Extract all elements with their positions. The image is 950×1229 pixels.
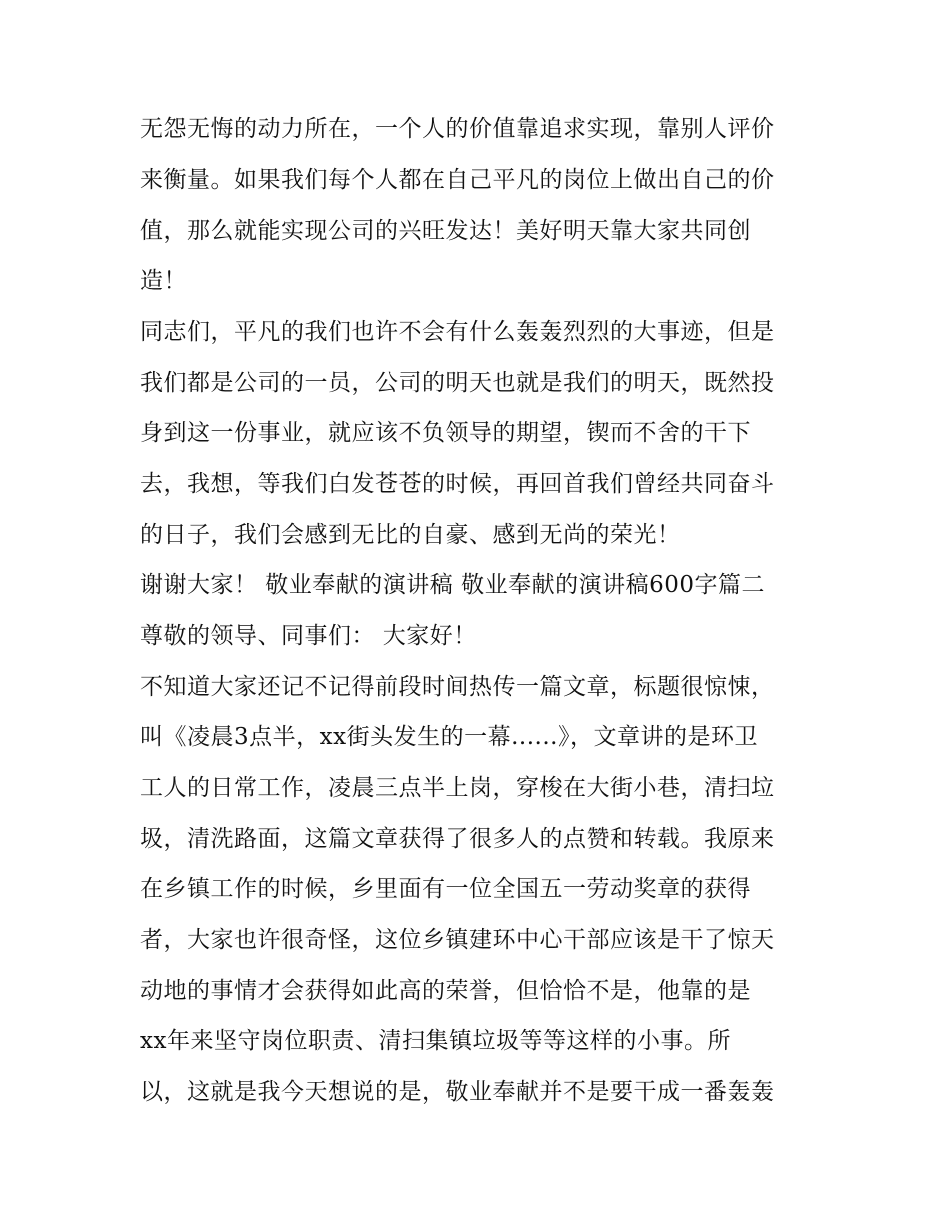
text-line: 在乡镇工作的时候，乡里面有一位全国五一劳动奖章的获得 [140,876,751,902]
text-line: 圾，清洗路面，这篇文章获得了很多人的点赞和转载。我原来 [140,826,775,852]
text-line: 来衡量。如果我们每个人都在自己平凡的岗位上做出自己的价 [140,167,775,193]
text-line: xx年来坚守岗位职责、清扫集镇垃圾等等这样的小事。所 [140,1028,731,1054]
text-line: 无怨无悔的动力所在，一个人的价值靠追求实现，靠别人评价 [140,116,775,142]
text-line: 不知道大家还记不记得前段时间热传一篇文章，标题很惊悚， [140,674,775,700]
text-line: 造！ [140,268,187,294]
text-line: 谢谢大家！ 敬业奉献的演讲稿 敬业奉献的演讲稿600字篇二 [140,572,766,598]
text-line: 的日子，我们会感到无比的自豪、感到无尚的荣光！ [140,522,681,548]
text-line: 以，这就是我今天想说的是，敬业奉献并不是要干成一番轰轰 [140,1079,775,1105]
text-line: 尊敬的领导、同事们： 大家好！ [140,623,477,649]
text-line: 工人的日常工作，凌晨三点半上岗，穿梭在大街小巷，清扫垃 [140,775,775,801]
text-line: 动地的事情才会获得如此高的荣誉，但恰恰不是，他靠的是 [140,978,751,1004]
text-line: 我们都是公司的一员，公司的明天也就是我们的明天，既然投 [140,370,775,396]
text-line: 身到这一份事业，就应该不负领导的期望，锲而不舍的干下 [140,420,751,446]
text-line: 同志们，平凡的我们也许不会有什么轰轰烈烈的大事迹，但是 [140,319,775,345]
text-line: 值，那么就能实现公司的兴旺发达！美好明天靠大家共同创 [140,218,751,244]
text-line: 去，我想，等我们白发苍苍的时候，再回首我们曾经共同奋斗 [140,471,775,497]
text-line: 者，大家也许很奇怪，这位乡镇建环中心干部应该是干了惊天 [140,927,775,953]
text-line: 叫《凌晨3点半，xx街头发生的一幕......》，文章讲的是环卫 [140,724,758,750]
